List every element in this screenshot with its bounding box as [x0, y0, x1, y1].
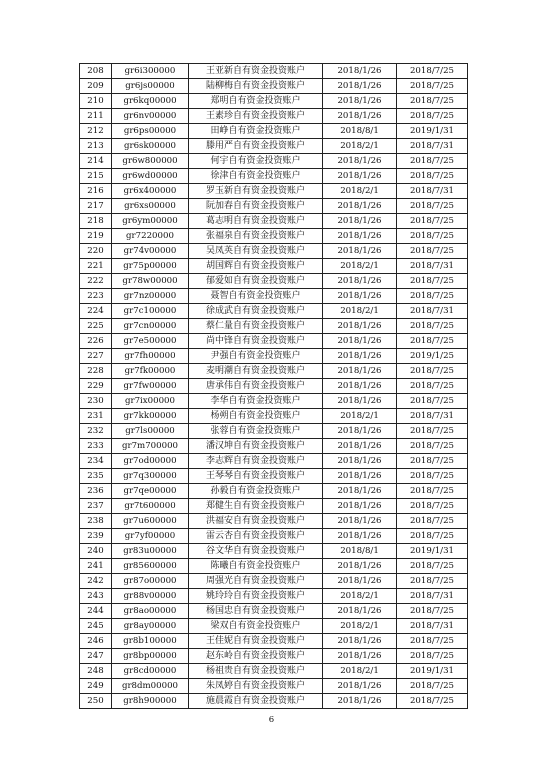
start-date: 2018/1/26 [323, 424, 397, 439]
start-date: 2018/1/26 [323, 454, 397, 469]
row-index: 241 [80, 559, 112, 574]
account-name: 徐津自有资金投资账户 [189, 169, 323, 184]
account-name: 梁双自有资金投资账户 [189, 619, 323, 634]
account-code: gr7od00000 [112, 454, 189, 469]
table-row [80, 574, 468, 589]
account-code: gr7m700000 [112, 439, 189, 454]
table-row [80, 634, 468, 649]
account-code: gr6js00000 [112, 79, 189, 94]
table-row [80, 109, 468, 124]
account-code: gr6x400000 [112, 184, 189, 199]
account-code: gr6nv00000 [112, 109, 189, 124]
account-name: 阮加春自有资金投资账户 [189, 199, 323, 214]
row-index: 239 [80, 529, 112, 544]
account-code: gr6ps00000 [112, 124, 189, 139]
row-index: 235 [80, 469, 112, 484]
table-row [80, 619, 468, 634]
account-code: gr7fw00000 [112, 379, 189, 394]
end-date: 2018/7/31 [397, 304, 468, 319]
account-code: gr7220000 [112, 229, 189, 244]
row-index: 250 [80, 694, 112, 709]
table-row [80, 124, 468, 139]
row-index: 233 [80, 439, 112, 454]
start-date: 2018/1/26 [323, 94, 397, 109]
account-name: 葛志明自有资金投资账户 [189, 214, 323, 229]
start-date: 2018/1/26 [323, 289, 397, 304]
start-date: 2018/8/1 [323, 544, 397, 559]
start-date: 2018/1/26 [323, 64, 397, 79]
row-index: 222 [80, 274, 112, 289]
account-name: 麦明潮自有资金投资账户 [189, 364, 323, 379]
account-name: 潘汉坤自有资金投资账户 [189, 439, 323, 454]
account-name: 蔡仁量自有资金投资账户 [189, 319, 323, 334]
table-row [80, 499, 468, 514]
start-date: 2018/2/1 [323, 184, 397, 199]
table-row [80, 379, 468, 394]
row-index: 220 [80, 244, 112, 259]
table-row [80, 334, 468, 349]
end-date: 2019/1/31 [397, 664, 468, 679]
end-date: 2018/7/25 [397, 169, 468, 184]
start-date: 2018/1/26 [323, 364, 397, 379]
row-index: 232 [80, 424, 112, 439]
table-row [80, 439, 468, 454]
end-date: 2018/7/25 [397, 109, 468, 124]
table-row [80, 274, 468, 289]
end-date: 2018/7/25 [397, 529, 468, 544]
account-name: 王佳妮自有资金投资账户 [189, 634, 323, 649]
table-row [80, 229, 468, 244]
table-row [80, 694, 468, 709]
row-index: 226 [80, 334, 112, 349]
end-date: 2018/7/31 [397, 619, 468, 634]
start-date: 2018/1/26 [323, 79, 397, 94]
row-index: 234 [80, 454, 112, 469]
account-code: gr7cn00000 [112, 319, 189, 334]
account-name: 陈曦自有资金投资账户 [189, 559, 323, 574]
table-row [80, 64, 468, 79]
account-name: 尚中锋自有资金投资账户 [189, 334, 323, 349]
row-index: 223 [80, 289, 112, 304]
account-code: gr88v00000 [112, 589, 189, 604]
account-name: 张福泉自有资金投资账户 [189, 229, 323, 244]
row-index: 244 [80, 604, 112, 619]
row-index: 246 [80, 634, 112, 649]
account-code: gr83u00000 [112, 544, 189, 559]
start-date: 2018/1/26 [323, 529, 397, 544]
table-row [80, 409, 468, 424]
table-row [80, 79, 468, 94]
account-name: 姚玲玲自有资金投资账户 [189, 589, 323, 604]
end-date: 2018/7/25 [397, 244, 468, 259]
table-row [80, 244, 468, 259]
end-date: 2018/7/25 [397, 229, 468, 244]
end-date: 2018/7/25 [397, 559, 468, 574]
account-code: gr6ym00000 [112, 214, 189, 229]
end-date: 2019/1/31 [397, 544, 468, 559]
start-date: 2018/1/26 [323, 319, 397, 334]
start-date: 2018/1/26 [323, 214, 397, 229]
account-name: 周强光自有资金投资账户 [189, 574, 323, 589]
row-index: 219 [80, 229, 112, 244]
row-index: 236 [80, 484, 112, 499]
start-date: 2018/1/26 [323, 154, 397, 169]
table-row [80, 349, 468, 364]
account-code: gr75p00000 [112, 259, 189, 274]
row-index: 216 [80, 184, 112, 199]
table-row [80, 139, 468, 154]
account-code: gr7qe00000 [112, 484, 189, 499]
row-index: 243 [80, 589, 112, 604]
end-date: 2018/7/31 [397, 184, 468, 199]
start-date: 2018/1/26 [323, 199, 397, 214]
start-date: 2018/2/1 [323, 619, 397, 634]
end-date: 2018/7/25 [397, 649, 468, 664]
table-row [80, 649, 468, 664]
account-code: gr7kk00000 [112, 409, 189, 424]
row-index: 217 [80, 199, 112, 214]
end-date: 2018/7/25 [397, 379, 468, 394]
start-date: 2018/2/1 [323, 259, 397, 274]
table-row [80, 559, 468, 574]
account-name: 洪福安自有资金投资账户 [189, 514, 323, 529]
row-index: 230 [80, 394, 112, 409]
row-index: 229 [80, 379, 112, 394]
account-name: 王琴琴自有资金投资账户 [189, 469, 323, 484]
start-date: 2018/1/26 [323, 229, 397, 244]
start-date: 2018/2/1 [323, 589, 397, 604]
account-name: 杨祖贵自有资金投资账户 [189, 664, 323, 679]
end-date: 2018/7/31 [397, 589, 468, 604]
row-index: 215 [80, 169, 112, 184]
table-row [80, 589, 468, 604]
account-code: gr7c100000 [112, 304, 189, 319]
account-code: gr7ls00000 [112, 424, 189, 439]
start-date: 2018/2/1 [323, 304, 397, 319]
end-date: 2018/7/25 [397, 679, 468, 694]
start-date: 2018/1/26 [323, 394, 397, 409]
row-index: 209 [80, 79, 112, 94]
row-index: 228 [80, 364, 112, 379]
account-name: 田峥自有资金投资账户 [189, 124, 323, 139]
account-name: 杨朔自有资金投资账户 [189, 409, 323, 424]
end-date: 2019/1/25 [397, 349, 468, 364]
account-name: 李华自有资金投资账户 [189, 394, 323, 409]
start-date: 2018/1/26 [323, 634, 397, 649]
account-code: gr87o00000 [112, 574, 189, 589]
table-row [80, 199, 468, 214]
end-date: 2018/7/25 [397, 319, 468, 334]
row-index: 210 [80, 94, 112, 109]
end-date: 2018/7/25 [397, 154, 468, 169]
start-date: 2018/1/26 [323, 169, 397, 184]
account-name: 滕用严自有资金投资账户 [189, 139, 323, 154]
account-name: 王亚新自有资金投资账户 [189, 64, 323, 79]
end-date: 2018/7/25 [397, 574, 468, 589]
end-date: 2018/7/31 [397, 409, 468, 424]
row-index: 218 [80, 214, 112, 229]
account-name: 谷文华自有资金投资账户 [189, 544, 323, 559]
table-row [80, 154, 468, 169]
account-code: gr78w00000 [112, 274, 189, 289]
row-index: 225 [80, 319, 112, 334]
table-row [80, 544, 468, 559]
end-date: 2018/7/25 [397, 424, 468, 439]
end-date: 2018/7/25 [397, 199, 468, 214]
table-row [80, 259, 468, 274]
end-date: 2018/7/25 [397, 94, 468, 109]
account-code: gr74v00000 [112, 244, 189, 259]
end-date: 2018/7/25 [397, 289, 468, 304]
start-date: 2018/1/26 [323, 469, 397, 484]
account-code: gr85600000 [112, 559, 189, 574]
account-code: gr7fk00000 [112, 364, 189, 379]
account-name: 尹强自有资金投资账户 [189, 349, 323, 364]
table-row [80, 664, 468, 679]
table-row [80, 679, 468, 694]
row-index: 242 [80, 574, 112, 589]
row-index: 227 [80, 349, 112, 364]
start-date: 2018/1/26 [323, 244, 397, 259]
row-index: 249 [80, 679, 112, 694]
row-index: 213 [80, 139, 112, 154]
row-index: 231 [80, 409, 112, 424]
end-date: 2018/7/25 [397, 334, 468, 349]
account-name: 郑明自有资金投资账户 [189, 94, 323, 109]
start-date: 2018/2/1 [323, 409, 397, 424]
account-name: 陆柳梅自有资金投资账户 [189, 79, 323, 94]
account-code: gr8ay00000 [112, 619, 189, 634]
row-index: 208 [80, 64, 112, 79]
row-index: 240 [80, 544, 112, 559]
account-name: 唐承伟自有资金投资账户 [189, 379, 323, 394]
row-index: 237 [80, 499, 112, 514]
account-code: gr8cd00000 [112, 664, 189, 679]
row-index: 238 [80, 514, 112, 529]
end-date: 2018/7/25 [397, 274, 468, 289]
start-date: 2018/2/1 [323, 139, 397, 154]
end-date: 2018/7/25 [397, 514, 468, 529]
end-date: 2018/7/25 [397, 469, 468, 484]
row-index: 247 [80, 649, 112, 664]
table-row [80, 469, 468, 484]
table-row [80, 289, 468, 304]
account-code: gr8dm00000 [112, 679, 189, 694]
account-name: 何宇自有资金投资账户 [189, 154, 323, 169]
start-date: 2018/1/26 [323, 649, 397, 664]
start-date: 2018/1/26 [323, 694, 397, 709]
account-name: 朱凤婷自有资金投资账户 [189, 679, 323, 694]
account-name: 王素珍自有资金投资账户 [189, 109, 323, 124]
table-row [80, 604, 468, 619]
end-date: 2019/1/31 [397, 124, 468, 139]
start-date: 2018/1/26 [323, 604, 397, 619]
account-code: gr8ao00000 [112, 604, 189, 619]
row-index: 211 [80, 109, 112, 124]
account-name: 孙毅自有资金投资账户 [189, 484, 323, 499]
account-code: gr7nz00000 [112, 289, 189, 304]
account-name: 郁爱如自有资金投资账户 [189, 274, 323, 289]
account-name: 杨国忠自有资金投资账户 [189, 604, 323, 619]
table-row [80, 184, 468, 199]
account-code: gr7e500000 [112, 334, 189, 349]
row-index: 248 [80, 664, 112, 679]
account-code: gr8b100000 [112, 634, 189, 649]
row-index: 224 [80, 304, 112, 319]
table-row [80, 484, 468, 499]
account-code: gr6wd00000 [112, 169, 189, 184]
account-code: gr7q300000 [112, 469, 189, 484]
start-date: 2018/1/26 [323, 349, 397, 364]
account-name: 赵东岭自有资金投资账户 [189, 649, 323, 664]
account-code: gr7ix00000 [112, 394, 189, 409]
row-index: 212 [80, 124, 112, 139]
account-name: 徐成武自有资金投资账户 [189, 304, 323, 319]
start-date: 2018/2/1 [323, 664, 397, 679]
account-code: gr6i300000 [112, 64, 189, 79]
account-name: 雷云杏自有资金投资账户 [189, 529, 323, 544]
account-name: 罗玉新自有资金投资账户 [189, 184, 323, 199]
table-row [80, 214, 468, 229]
end-date: 2018/7/25 [397, 694, 468, 709]
table-row [80, 94, 468, 109]
accounts-table [79, 63, 468, 709]
start-date: 2018/1/26 [323, 274, 397, 289]
account-code: gr6xs00000 [112, 199, 189, 214]
end-date: 2018/7/31 [397, 259, 468, 274]
table-row [80, 514, 468, 529]
account-code: gr6sk00000 [112, 139, 189, 154]
row-index: 245 [80, 619, 112, 634]
start-date: 2018/8/1 [323, 124, 397, 139]
table-row [80, 394, 468, 409]
account-name: 聂智自有资金投资账户 [189, 289, 323, 304]
end-date: 2018/7/25 [397, 634, 468, 649]
start-date: 2018/1/26 [323, 334, 397, 349]
end-date: 2018/7/25 [397, 604, 468, 619]
end-date: 2018/7/25 [397, 214, 468, 229]
account-name: 李志辉自有资金投资账户 [189, 454, 323, 469]
start-date: 2018/1/26 [323, 499, 397, 514]
account-code: gr6w800000 [112, 154, 189, 169]
account-name: 张蓉自有资金投资账户 [189, 424, 323, 439]
row-index: 214 [80, 154, 112, 169]
start-date: 2018/1/26 [323, 559, 397, 574]
account-code: gr7t600000 [112, 499, 189, 514]
account-code: gr7yf00000 [112, 529, 189, 544]
start-date: 2018/1/26 [323, 574, 397, 589]
table-row [80, 364, 468, 379]
start-date: 2018/1/26 [323, 514, 397, 529]
end-date: 2018/7/31 [397, 139, 468, 154]
account-code: gr6kq00000 [112, 94, 189, 109]
start-date: 2018/1/26 [323, 379, 397, 394]
table-row [80, 529, 468, 544]
account-name: 胡国辉自有资金投资账户 [189, 259, 323, 274]
page-number: 6 [268, 715, 275, 725]
account-name: 施晨霞自有资金投资账户 [189, 694, 323, 709]
account-name: 吴凤英自有资金投资账户 [189, 244, 323, 259]
account-code: gr8h900000 [112, 694, 189, 709]
account-code: gr7u600000 [112, 514, 189, 529]
table-row [80, 304, 468, 319]
end-date: 2018/7/25 [397, 499, 468, 514]
accounts-table-body [80, 64, 468, 709]
table-row [80, 424, 468, 439]
account-name: 郑健生自有资金投资账户 [189, 499, 323, 514]
end-date: 2018/7/25 [397, 64, 468, 79]
start-date: 2018/1/26 [323, 109, 397, 124]
start-date: 2018/1/26 [323, 484, 397, 499]
end-date: 2018/7/25 [397, 79, 468, 94]
account-code: gr8bp00000 [112, 649, 189, 664]
end-date: 2018/7/25 [397, 484, 468, 499]
account-code: gr7fh00000 [112, 349, 189, 364]
row-index: 221 [80, 259, 112, 274]
start-date: 2018/1/26 [323, 679, 397, 694]
end-date: 2018/7/25 [397, 394, 468, 409]
start-date: 2018/1/26 [323, 439, 397, 454]
end-date: 2018/7/25 [397, 439, 468, 454]
end-date: 2018/7/25 [397, 454, 468, 469]
table-row [80, 454, 468, 469]
end-date: 2018/7/25 [397, 364, 468, 379]
table-row [80, 169, 468, 184]
table-row [80, 319, 468, 334]
